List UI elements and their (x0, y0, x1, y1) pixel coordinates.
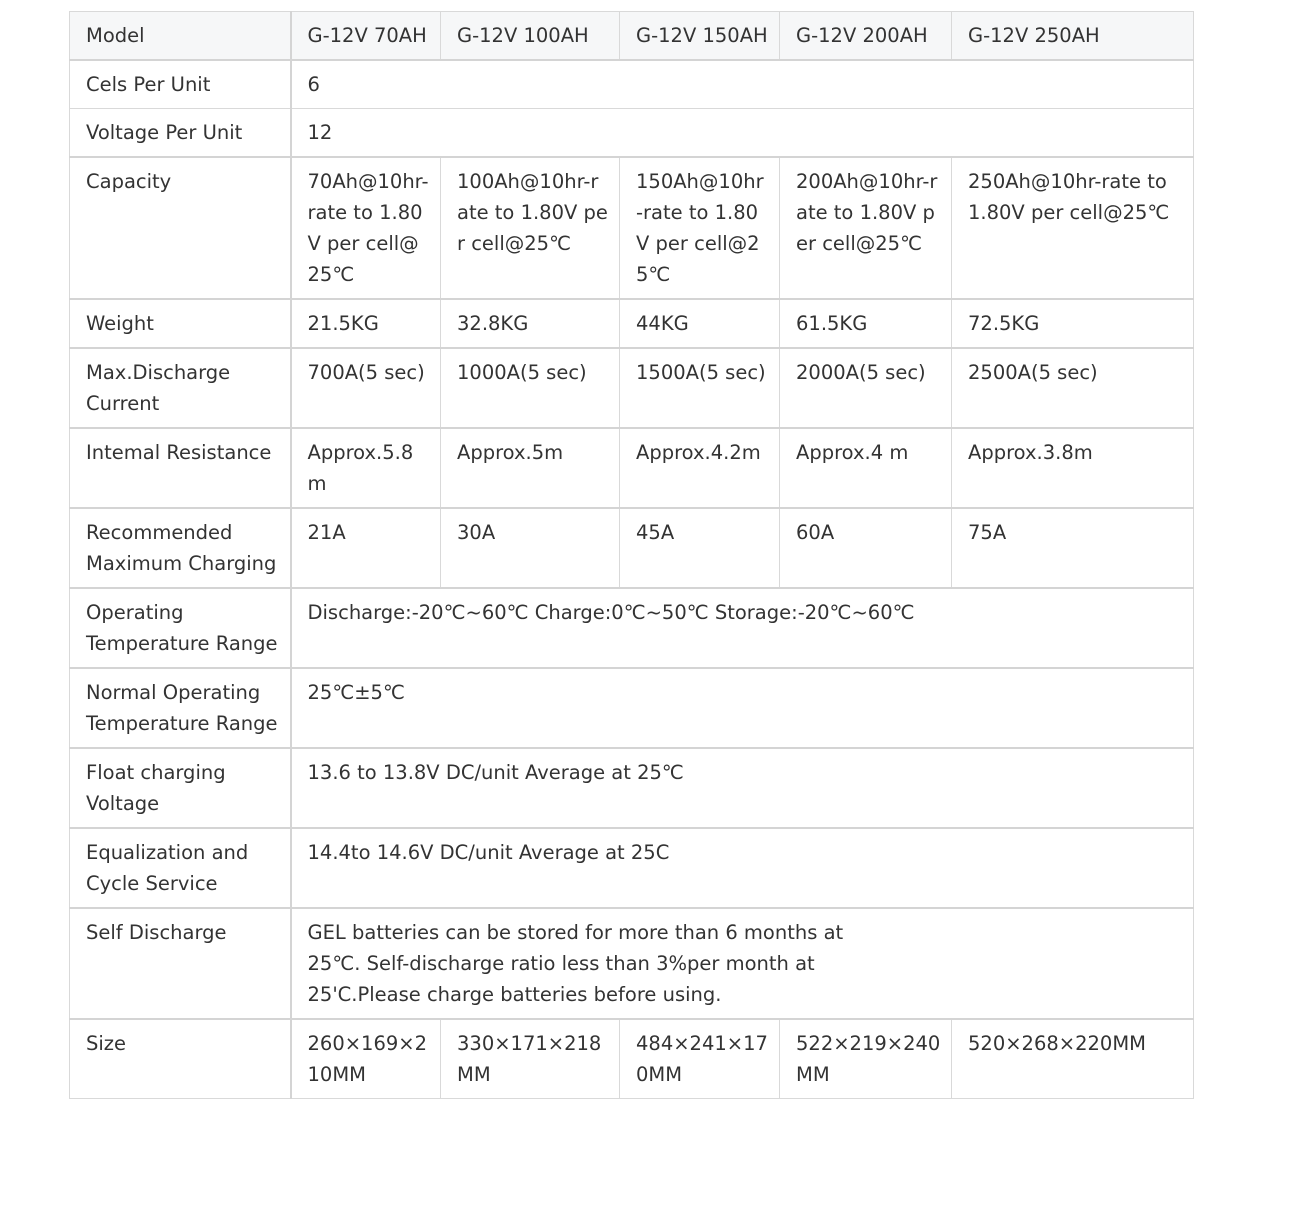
operating-temp-value: Discharge:-20℃~60℃ Charge:0℃~50℃ Storage:-20℃~60℃ (291, 588, 1194, 668)
max-discharge-70ah: 700A(5 sec) (291, 348, 441, 428)
internal-resistance-150ah: Approx.4.2m (620, 428, 780, 508)
equalization-label: Equalization and Cycle Service (70, 828, 291, 908)
table-row (70, 109, 1194, 158)
max-discharge-200ah: 2000A(5 sec) (780, 348, 952, 428)
model-100ah: G-12V 100AH (441, 12, 620, 61)
table-row (70, 428, 1194, 508)
capacity-250ah: 250Ah@10hr-rate to 1.80V per cell@25℃ (952, 157, 1194, 299)
size-label: Size (70, 1019, 291, 1099)
size-100ah: 330×171×218MM (441, 1019, 620, 1099)
table-row (70, 668, 1194, 748)
table-row (70, 1019, 1194, 1099)
internal-resistance-200ah: Approx.4 m (780, 428, 952, 508)
max-charging-250ah: 75A (952, 508, 1194, 588)
capacity-label: Capacity (70, 157, 291, 299)
size-70ah: 260×169×210MM (291, 1019, 441, 1099)
self-discharge-value: GEL batteries can be stored for more than 6 months at 25℃. Self-discharge ratio less than 3%per month at 25'C.Please charge batteries before using. (291, 908, 1194, 1019)
float-charging-value: 13.6 to 13.8V DC/unit Average at 25℃ (291, 748, 1194, 828)
size-150ah: 484×241×170MM (620, 1019, 780, 1099)
max-charging-100ah: 30A (441, 508, 620, 588)
internal-resistance-100ah: Approx.5m (441, 428, 620, 508)
model-200ah: G-12V 200AH (780, 12, 952, 61)
cells-per-unit-label: Cels Per Unit (70, 60, 291, 109)
weight-label: Weight (70, 299, 291, 348)
equalization-value: 14.4to 14.6V DC/unit Average at 25C (291, 828, 1194, 908)
model-150ah: G-12V 150AH (620, 12, 780, 61)
table-row (70, 508, 1194, 588)
float-charging-label: Float charging Voltage (70, 748, 291, 828)
normal-operating-temp-label: Normal Operating Temperature Range (70, 668, 291, 748)
voltage-per-unit-value: 12 (291, 109, 1194, 158)
self-discharge-label: Self Discharge (70, 908, 291, 1019)
table-row (70, 908, 1194, 1019)
table-row (70, 828, 1194, 908)
internal-resistance-70ah: Approx.5.8 m (291, 428, 441, 508)
max-charging-150ah: 45A (620, 508, 780, 588)
table-row (70, 348, 1194, 428)
battery-spec-table (69, 11, 1194, 1099)
weight-100ah: 32.8KG (441, 299, 620, 348)
table-row (70, 60, 1194, 109)
model-70ah: G-12V 70AH (291, 12, 441, 61)
table-header-row (70, 12, 1194, 61)
size-200ah: 522×219×240MM (780, 1019, 952, 1099)
normal-operating-temp-value: 25℃±5℃ (291, 668, 1194, 748)
table-row (70, 157, 1194, 299)
weight-250ah: 72.5KG (952, 299, 1194, 348)
capacity-70ah: 70Ah@10hr-rate to 1.80V per cell@25℃ (291, 157, 441, 299)
capacity-100ah: 100Ah@10hr-rate to 1.80V per cell@25℃ (441, 157, 620, 299)
internal-resistance-250ah: Approx.3.8m (952, 428, 1194, 508)
max-charging-70ah: 21A (291, 508, 441, 588)
table-row (70, 299, 1194, 348)
weight-150ah: 44KG (620, 299, 780, 348)
operating-temp-label: Operating Temperature Range (70, 588, 291, 668)
weight-70ah: 21.5KG (291, 299, 441, 348)
max-discharge-250ah: 2500A(5 sec) (952, 348, 1194, 428)
model-label: Model (70, 12, 291, 61)
capacity-200ah: 200Ah@10hr-rate to 1.80V per cell@25℃ (780, 157, 952, 299)
max-discharge-label: Max.Discharge Current (70, 348, 291, 428)
table-row (70, 588, 1194, 668)
voltage-per-unit-label: Voltage Per Unit (70, 109, 291, 158)
table-row (70, 748, 1194, 828)
max-discharge-100ah: 1000A(5 sec) (441, 348, 620, 428)
weight-200ah: 61.5KG (780, 299, 952, 348)
max-discharge-150ah: 1500A(5 sec) (620, 348, 780, 428)
model-250ah: G-12V 250AH (952, 12, 1194, 61)
capacity-150ah: 150Ah@10hr-rate to 1.80V per cell@25℃ (620, 157, 780, 299)
max-charging-200ah: 60A (780, 508, 952, 588)
cells-per-unit-value: 6 (291, 60, 1194, 109)
max-charging-label: Recommended Maximum Charging (70, 508, 291, 588)
size-250ah: 520×268×220MM (952, 1019, 1194, 1099)
internal-resistance-label: Intemal Resistance (70, 428, 291, 508)
